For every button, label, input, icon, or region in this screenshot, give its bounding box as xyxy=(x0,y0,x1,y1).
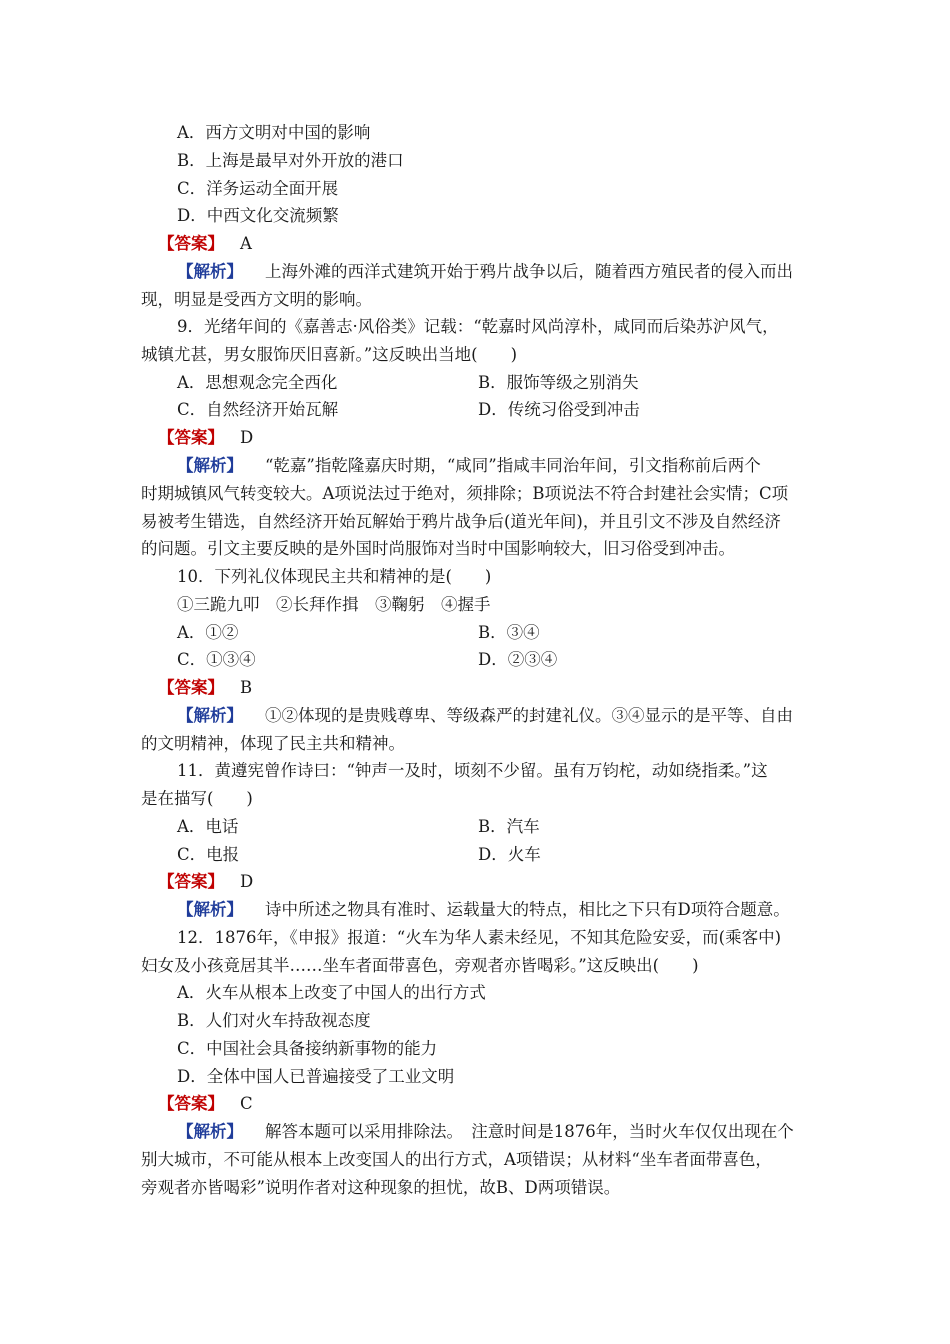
q12-stem-line-1: 12．1876年，《申报》报道：“火车为华人素未经见，不知其危险安妥，而(乘客中) xyxy=(177,928,782,947)
answer-value: B xyxy=(240,678,253,697)
q10-option-c: C．①③④ xyxy=(177,650,256,669)
q12-analysis xyxy=(177,1121,857,1143)
q10-option-b: B．③④ xyxy=(478,623,540,642)
q8-option-d: D．中西文化交流频繁 xyxy=(177,206,339,225)
q9-analysis-line-2: 时期城镇风气转变较大。A项说法过于绝对，须排除；B项说法不符合封建社会实情；C项 xyxy=(141,484,789,503)
q9-analysis-line-4: 的问题。引文主要反映的是外国时尚服饰对当时中国影响较大，旧习俗受到冲击。 xyxy=(141,539,735,558)
q9-options-row-2 xyxy=(177,399,857,421)
q12-analysis-line-2: 别大城市，不可能从根本上改变国人的出行方式，A项错误；从材料“坐车者面带喜色， xyxy=(141,1150,772,1169)
answer-tag: 【答案】 xyxy=(158,234,224,253)
answer-tag: 【答案】 xyxy=(158,428,224,447)
q10-analysis-line-2: 的文明精神，体现了民主共和精神。 xyxy=(141,734,405,753)
q11-stem-line-2: 是在描写( ) xyxy=(141,789,253,808)
analysis-tag: 【解析】 xyxy=(177,262,243,281)
q11-options-row-1 xyxy=(177,816,857,838)
answer-tag: 【答案】 xyxy=(158,678,224,697)
q11-analysis xyxy=(177,899,857,921)
q11-answer xyxy=(158,871,838,893)
answer-value: A xyxy=(240,234,252,253)
q11-option-b: B．汽车 xyxy=(478,817,540,836)
q11-options-row-2 xyxy=(177,844,857,866)
q11-option-d: D．火车 xyxy=(478,845,541,864)
q10-answer xyxy=(158,677,838,699)
q9-analysis-line-3: 易被考生错选，自然经济开始瓦解始于鸦片战争后(道光年间)，并且引文不涉及自然经济 xyxy=(141,512,781,531)
q10-option-a: A．①② xyxy=(177,623,239,642)
q12-option-a: A．火车从根本上改变了中国人的出行方式 xyxy=(177,983,486,1002)
analysis-text: “乾嘉”指乾隆嘉庆时期，“咸同”指咸丰同治年间，引文指称前后两个 xyxy=(265,456,761,475)
q11-option-c: C．电报 xyxy=(177,845,240,864)
q10-stem: 10．下列礼仪体现民主共和精神的是( ) xyxy=(177,567,492,586)
q12-option-b: B．人们对火车持敌视态度 xyxy=(177,1011,371,1030)
q8-analysis-line-2: 现，明显是受西方文明的影响。 xyxy=(141,290,372,309)
q12-option-d: D．全体中国人已普遍接受了工业文明 xyxy=(177,1067,455,1086)
answer-value: C xyxy=(240,1094,253,1113)
q12-option-c: C．中国社会具备接纳新事物的能力 xyxy=(177,1039,438,1058)
analysis-text: ①②体现的是贵贱尊卑、等级森严的封建礼仪。③④显示的是平等、自由 xyxy=(265,706,793,725)
q12-answer xyxy=(158,1093,838,1115)
q10-items: ①三跪九叩 ②长拜作揖 ③鞠躬 ④握手 xyxy=(177,595,491,614)
q9-analysis xyxy=(177,455,857,477)
q8-answer xyxy=(158,233,838,255)
q12-analysis-line-3: 旁观者亦皆喝彩”说明作者对这种现象的担忧，故B、D两项错误。 xyxy=(141,1178,621,1197)
answer-value: D xyxy=(240,428,254,447)
q10-options-row-1 xyxy=(177,622,857,644)
q9-answer xyxy=(158,427,838,449)
q10-analysis xyxy=(177,705,857,727)
analysis-tag: 【解析】 xyxy=(177,706,243,725)
analysis-tag: 【解析】 xyxy=(177,1122,243,1141)
answer-tag: 【答案】 xyxy=(158,872,224,891)
q9-options-row-1 xyxy=(177,372,857,394)
q9-option-a: A．思想观念完全西化 xyxy=(177,373,338,392)
q9-stem-line-2: 城镇尤甚，男女服饰厌旧喜新。”这反映出当地( ) xyxy=(141,345,518,364)
analysis-text: 诗中所述之物具有准时、运载量大的特点，相比之下只有D项符合题意。 xyxy=(265,900,790,919)
q9-stem-line-1: 9．光绪年间的《嘉善志·风俗类》记载：“乾嘉时风尚淳朴，咸同而后染苏沪风气， xyxy=(177,317,779,336)
analysis-tag: 【解析】 xyxy=(177,456,243,475)
analysis-tag: 【解析】 xyxy=(177,900,243,919)
q11-stem-line-1: 11．黄遵宪曾作诗曰：“钟声一及时，顷刻不少留。虽有万钧柁，动如绕指柔。”这 xyxy=(177,761,768,780)
q10-options-row-2 xyxy=(177,649,857,671)
analysis-text: 解答本题可以采用排除法。 注意时间是1876年，当时火车仅仅出现在个 xyxy=(265,1122,794,1141)
q8-option-a: A．西方文明对中国的影响 xyxy=(177,123,371,142)
q9-option-b: B．服饰等级之别消失 xyxy=(478,373,639,392)
answer-value: D xyxy=(240,872,254,891)
q9-option-c: C．自然经济开始瓦解 xyxy=(177,400,339,419)
analysis-text: 上海外滩的西洋式建筑开始于鸦片战争以后，随着西方殖民者的侵入而出 xyxy=(265,262,793,281)
q8-option-c: C．洋务运动全面开展 xyxy=(177,179,339,198)
q9-option-d: D．传统习俗受到冲击 xyxy=(478,400,640,419)
q12-stem-line-2: 妇女及小孩竟居其半……坐车者面带喜色，旁观者亦皆喝彩。”这反映出( ) xyxy=(141,956,699,975)
q10-option-d: D．②③④ xyxy=(478,650,558,669)
q11-option-a: A．电话 xyxy=(177,817,239,836)
q8-analysis xyxy=(177,261,857,283)
answer-tag: 【答案】 xyxy=(158,1094,224,1113)
q8-option-b: B．上海是最早对外开放的港口 xyxy=(177,151,404,170)
